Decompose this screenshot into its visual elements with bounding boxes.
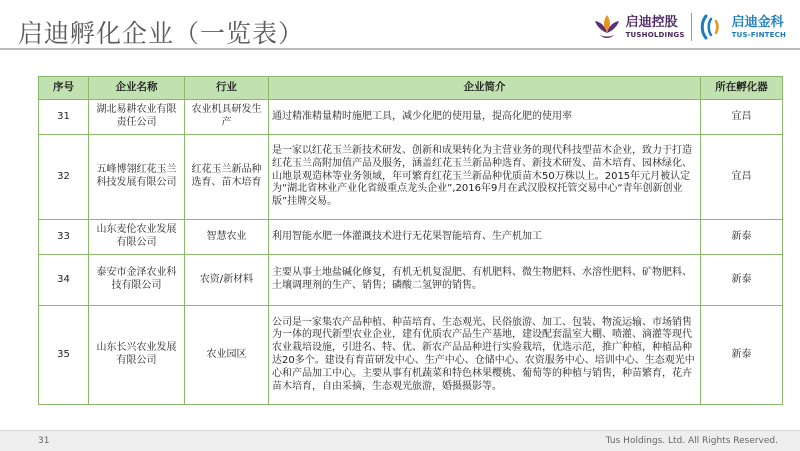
cell-intro: 主要从事土地盐碱化修复，有机无机复混肥、有机肥料、微生物肥料、水溶性肥料、矿物肥料、土壤调理剂的生产、销售；磷酸二氢钾的销售。	[269, 255, 701, 306]
cell-seq: 32	[39, 135, 89, 220]
cell-industry: 农业机具研发生产	[185, 100, 269, 135]
tus-logo-en: TUSHOLDINGS	[625, 30, 685, 39]
cell-industry: 农资/新材料	[185, 255, 269, 306]
cell-seq: 34	[39, 255, 89, 306]
cell-company-name: 五峰博翎红花玉兰科技发展有限公司	[89, 135, 185, 220]
copyright-text: Tus Holdings. Ltd. All Rights Reserved.	[605, 436, 778, 446]
header-company-name: 企业名称	[89, 77, 185, 100]
cell-industry: 智慧农业	[185, 220, 269, 255]
header-logos	[592, 12, 786, 42]
cell-seq: 35	[39, 306, 89, 405]
fintech-logo-en: TUS-FINTECH	[731, 30, 786, 39]
cell-seq: 33	[39, 220, 89, 255]
cell-industry: 农业园区	[185, 306, 269, 405]
header-seq: 序号	[39, 77, 89, 100]
tus-logo-cn: 启迪控股	[625, 14, 678, 30]
tus-fintech-logo	[698, 12, 786, 42]
table-row	[39, 135, 783, 220]
cell-incubator: 宜昌	[701, 135, 783, 220]
page-title: 启迪孵化企业（一览表）	[18, 19, 305, 48]
cell-industry: 红花玉兰新品种选育、苗木培育	[185, 135, 269, 220]
title-divider	[0, 48, 800, 50]
cell-seq: 31	[39, 100, 89, 135]
logo-divider	[691, 13, 692, 41]
cell-company-name: 山东麦伦农业发展有限公司	[89, 220, 185, 255]
header-incubator: 所在孵化器	[701, 77, 783, 100]
tus-holdings-logo	[592, 12, 685, 42]
incubated-companies-table	[38, 76, 783, 405]
cell-incubator: 新泰	[701, 306, 783, 405]
cell-company-name: 泰安市金泽农业科技有限公司	[89, 255, 185, 306]
page-number: 31	[38, 436, 50, 446]
cell-incubator: 新泰	[701, 255, 783, 306]
table-row	[39, 306, 783, 405]
tus-lotus-logo-icon	[592, 12, 622, 42]
cell-incubator: 宜昌	[701, 100, 783, 135]
cell-intro: 公司是一家集农产品种植、种苗培育、生态观光、民俗旅游、加工、包装、物流运输、市场销售为一体的现代新型农业企业，建有优质农产品生产基地，建设配套温室大棚、喷灌、滴灌等现代农业栽培设施，引进名、特、优、新农产品品种进行实验栽培，优选示范，推广种植，种植品种达20多个。建设有育苗研发中心、生产中心、仓储中心、农资服务中心、培训中心、生态观光中心和产品加工中心。主要从事有机蔬菜和特色林果樱桃、葡萄等的种植与销售，种苗繁育，花卉苗木培育，自由采摘，生态观光旅游，婚摄摄影等。	[269, 306, 701, 405]
header-industry: 行业	[185, 77, 269, 100]
footer-bar	[0, 430, 800, 451]
table-header-row	[39, 77, 783, 100]
header-intro: 企业简介	[269, 77, 701, 100]
table-row	[39, 255, 783, 306]
cell-intro: 是一家以红花玉兰新技术研发、创新和成果转化为主营业务的现代科技型苗木企业，致力于打造红花玉兰高附加值产品及服务，涵盖红花玉兰新品种选育、新技术研发、苗木培育、园林绿化、山地景观造林等业务领域，年可繁育红花玉兰新品种优质苗木50万株以上。2015年元月被认定为“湖北省林业产业化省级重点龙头企业”,2016年9月在武汉股权托管交易中心“青年创新创业版”挂牌交易。	[269, 135, 701, 220]
fintech-curve-logo-icon	[698, 12, 728, 42]
cell-incubator: 新泰	[701, 220, 783, 255]
cell-intro: 利用智能水肥一体灌溉技术进行无花果智能培育、生产机加工	[269, 220, 701, 255]
cell-company-name: 湖北易耕农业有限责任公司	[89, 100, 185, 135]
cell-intro: 通过精准精量精时施肥工具，减少化肥的使用量，提高化肥的使用率	[269, 100, 701, 135]
table-row	[39, 100, 783, 135]
cell-company-name: 山东长兴农业发展有限公司	[89, 306, 185, 405]
table-row	[39, 220, 783, 255]
fintech-logo-cn: 启迪金科	[731, 14, 784, 30]
